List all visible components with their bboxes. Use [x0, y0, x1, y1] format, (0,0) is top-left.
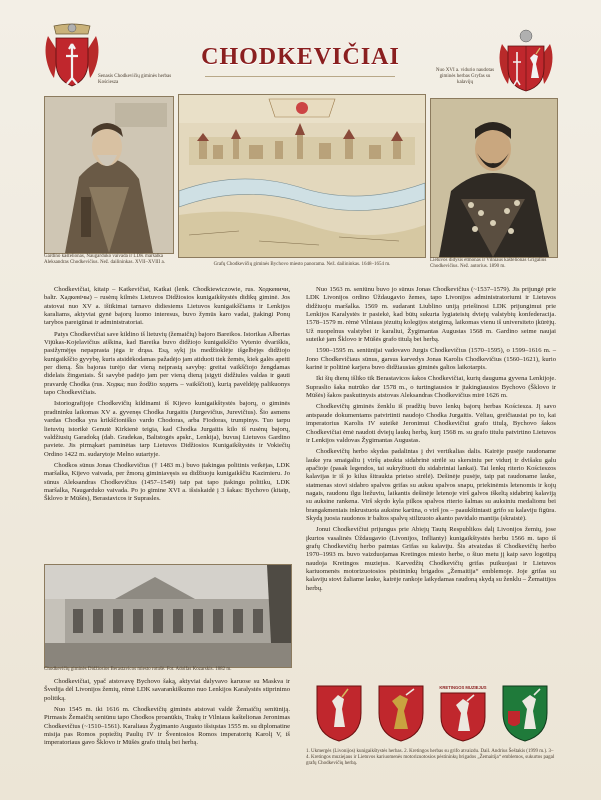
kretinga-shield-icon [376, 683, 426, 743]
uzdaugavis-shield-icon [314, 683, 364, 743]
shields-caption: 1. Ukmergės (Livonijos) kunigaikštystės herbas. 2. Kretingos herbas su grifo atvaizdu. Dail. Andrius Šeštakis (1999 m.). 3–4. Kretingos muziejaus ir Lietuvos kariuomenės motorizuotosios pėstininkų brigados „Žemaitija“ emblemos, sukurtos pagal grafų Chodkevičių herbą. [306, 749, 555, 766]
paragraph: Chodkevičiai, kitaip – Katkevičiai, Katkai (lenk. Chodkiewiczowie, rus. Ходкевичи, baltr. Хадкевічы) – rusėnų kilmės Lietuvos Didžiosios kunigaikštystės didikų giminė. Jos atstovai nuo XV a. ištikimai tarnavo didiesiems Lietuvos kunigaikščiams ir Lenkijos karaliams, aktyviai gynė bajorų luomo interesus, buvo žymūs karo vadai, įtakingi Ponų tarybos pareigūnai ir administratoriai. [44, 286, 290, 327]
gryfas-coat-of-arms-icon [498, 28, 554, 92]
title-divider [205, 76, 395, 77]
arms-right-caption: Nuo XVI a. vidurio naudotas giminės herbas Gryfas su kalavijų [435, 68, 495, 85]
paragraph: Chodkos sūnus Jonas Chodkevičius († 1483 m.) buvo įtakingas politinis veikėjas, LDK maršalka, Kijevo vaivada, per žmoną giminiavęsis su didžiuoju kunigaikščiu Kazimieru. Jo sūnus Aleksandras Chodkevičius (1457–1549) taip pat tapo įtakingu politiku, LDK maršalka, Naugarduko vaivada. Po jo gimine XVI a. išsiskaidė į 3 šakas: Bychovo (kitaip, Šklovo ir Mūšės), Berastavicos ir Suprasles. [44, 461, 290, 503]
paragraph: Chodkevičių herbo skydas padalintas į dvi vertikalias dalis. Kairėje pusėje raudoname lauke yra smaigaliu į viršų atsukta sidabrinė strėlė su skersiniu per vidurį ir dvišaku galu apačioje (pasak legendos, tai sukryžiuoti du sidabriniai lankai). Tai lenkų riterio Kościeszos kalavijas ir iš jo kilus šitraukta prieiso strėlė). Dešinėje pusėje, taip pat raudoname lauke, statmenas stovi sidabro spalvos grifas su auksu spalvos snapu, priekinėmis letenomis ir kojų nagais, raudonu ilgu liežuviu, laikantis dešinėje letenoje virš galvos iškeltą sidabrinį kalaviją su auksine rankena. Virš skydo kyla pilkos spalvos riterio šalmas su auksiniu medalionu bei brangakmeniais inkrustuota auksine karūna, o virš jos – paaukštintasti grifo su kalaviju figūra. Skydą juosia raudonos ir baltos spalvų stilizuoto akanto pavidalo mantija (skraistė). [306, 448, 556, 522]
shields-row [306, 683, 556, 745]
portrait-right-caption: Lietuvos didysis etmonas ir Vilniaus kaštelionas Grigalius Chodkevičius. Než. autorius. 1890 m. [430, 258, 547, 269]
portrait-left-caption: Gardino kaštelionas, Naugarduko vaivada ir LDK maršalka Aleksandras Chodkevičius. Než. dailininkas. XVII–XVIII a. [44, 254, 165, 265]
paragraph: Jonui Chodkevičiui prijungus prie Abiejų Tautų Respublikos dalį Livonijos žemių, jose įkurtos vasalinės Ūždaugavio (Livonijos, Inflianty) kunigaikštystės herbu 1566 m. tapo iš grafų Chodkevičių herbo paimtas Grifas su kalaviju. Šis atvaizdas iš Chodkevičių herbo 1970–1993 m. buvo vaizduojamas Kretingos miesto herbe, o šiuo metu jį kaip savo logotipą naudoja Kretingos muziejus. Karvedžių Chodkevičių grifas puikuojasi ir Lietuvos kariuomenės motorizuotosios pėstininkų brigados „Žemaitija“ emblemoje. Joje grifas su kalaviju stovi žaliame lauke, kairėje rankoje laikydamas raudoną skydą su ženklu – Žemaitijos herbų. [306, 526, 556, 592]
bychov-panorama-image [178, 94, 426, 258]
kretinga-museum-shield-icon [438, 683, 488, 743]
page-title: CHODKEVIČIAI [201, 44, 400, 70]
panorama-caption: Grafų Chodkevičių giminės Bychovo miesto panorama. Než. dailininkas. 1648–1654 m. [213, 262, 391, 267]
right-column-text [306, 286, 556, 596]
paragraph: Nuo 1545 m. iki 1616 m. Chodkevičių giminės atstovai valdė Žemaičių seniūniją. Pirmasis Žemaičių seniūnu tapo Chodkos proanūkis, Trakų ir Vilniaus kaštelionas Jeronimas Chodkevičius (~1510–1561). Karaliaus Žygimanto Augusto išsiųstas 1555 m. su diplomatine misija pas Romos popiežių Paulių IV ir Šventosios Romos imperatorių Karolį V, iš imperatoriaus gavo Šklovo ir Mūšės grafo titulą bei herbą. [44, 706, 290, 747]
left-column-bottom-text [44, 678, 290, 751]
museum-shield-label: KRETINGOS MUZIEJUS [439, 685, 487, 690]
arms-left-caption: Senasis Chodkevičių giminės herbas Kościesza [98, 74, 172, 85]
paragraph: Chodkevičių giminės ženklu iš pradžių buvo lenkų bajorų herbas Kościesza. Jį savo antspaude dokumentams patvirtinti naudojo Chodka Jurgaitis. Vėliau, greičiausiai po to, kai imperatorius Karolis IV suteikė Jeronimui Chodkevičiui grafo titulą, Bychovo šakos Chodkevičiai ėmė naudoti dviejų laukų herbą, kurį 1568 m. su grafo titulu patvirtino Lietuvos ir Lenkijos valdovas Žygimantas Augustas. [306, 403, 556, 444]
paragraph: Iki šių dienų išliko tik Berastavicos šakos Chodkevičiai, kurių dauguma gyvena Lenkijoje. Suprasliо šaka nutrūko dar 1578 m., o turtingiausios ir įtakingiausios Bychovo (Šklovo ir Mūšės) šakos paskutinysis atstovas Aleksandras Chodkevičius mirė 1626 m. [306, 375, 556, 400]
castle-caption: Chodkevičių giminės Didžiosios Berastavicos miesto rotušė. Fot. Adolfas Kozarskis. 1882 m. [44, 667, 232, 672]
paragraph: 1590–1595 m. seniūnijai vadovavo Jurgis Chodkevičius (1570–1595), o 1599–1616 m. – Jono Chodkevičiaus sūnus, garsus karvedys Jonas Karolis Chodkevičius (1560–1621), kurio karinė ir politinė karjera buvo didžiausias giminės galios laikotarpis. [306, 347, 556, 372]
left-column-text [44, 286, 290, 507]
paragraph: Istoriografijoje Chodkevičių kildinami iš Kijevo kunigaikštystės bajorų, o giminės pradininku laikomas XV a. gyvenęs Chodka Jurgaitis (Jurgevičius, Jurevičius). Šio asmens vardas Chodka yra krikščioniško vardo Chodoras, arba Fiodoras, trumpinys. Tuo tarpu lietuvių istorikė Genutė Kirkienė teigia, kad Chodka Jurgaitis kilo iš rusėnų bajorų, valdžiusių Garadoką (dab. Gradekas, Baltstogės apskr., Lenkija), buvusį Lietuvos Gardino paviete. Jis pirmąkart paminėtas tarp Lietuvos Didžiosios Kunigaikštystės ir Vokiečių Ordino 1422 m. sudarytoje Melno sutartyje. [44, 400, 290, 458]
paragraph: Patys Chodkevičiai save kildino iš lietuvių (žemaičių) bajoro Bareikos. Istorikas Albertas Vijūkas-Kojelavičius aiškina, kad Bareika buvo didžiojo kunigaikščio Vytenio dvariškis, pasižymėjęs nepaprasta jėga ir drąsa. Esą, sykį jis medžioklėje išgelbėjęs didžiojo kunigaikščio gyvybę, kuris atsidėkodamas pažadėjo jam atiduoti tiek žemės, kiek galės apeiti per dieną. Šis bajoras turėjo dar vieną neįprastą savybę: greitai vaikščiojo žengdamas didelais žingsniais. Ši savybė padėjo jam per vieną dieną įsigyti didžiules valdas ir gauti pravardę Chodka (rus. Ходка; nuo žodžio ходить – vaikščioti), kurią pavėldėję palikuonys tapo Chodkevičiais. [44, 330, 290, 397]
paragraph: Chodkevičiai, ypač atstovavę Bychovo šaką, aktyviai dalyvavo karuose su Maskva ir Švedija dėl Livonijos žemių, rėmė LDK savarankiškumo nuo Lenkijos Karalystės stiprinimo politiką. [44, 678, 290, 702]
zemaitija-brigade-shield-icon [500, 683, 550, 743]
berastavica-town-hall-photo [44, 564, 292, 668]
aleksandras-chodkevicius-portrait [44, 96, 174, 254]
grigalius-chodkevicius-portrait [430, 98, 558, 258]
paragraph: Nuo 1563 m. seniūnu buvo jo sūnus Jonas Chodkevičius (~1537–1579). Jis prijungė prie LDK Livonijos ordino Ūždaugavio žemes, tapo Livonijos administratoriumi ir Lietuvos didžiuoju maršalka. 1569 m. sudarant Liublino uniją priešinosi LDK prijungimui prie Lenkijos Karalystės ir pasiekė, kad būtų sukurta lygiateisių dviejų valstybių konfederacija. 1578–1579 m. rėmė Vilniaus jėzuitų kolegijos steigimą, laikomas vienu iš universiteto įkūrėjų. Už nuopelnus valstybei ir karaliui, Žygimantas Augustas 1568 m. Gardino seime naujai suteikė jam Šklovo ir Mūšės grafo titulą bei herbą. [306, 286, 557, 344]
